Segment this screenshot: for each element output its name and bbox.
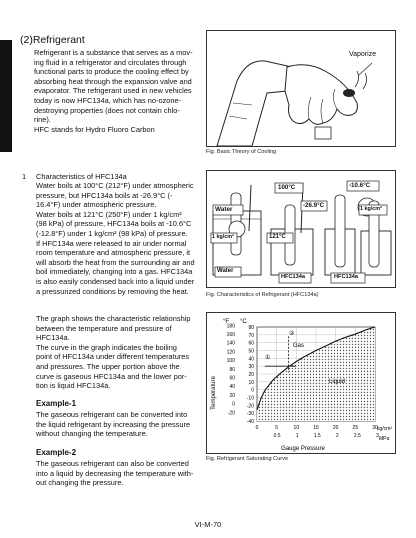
y-tick-fahrenheit: 0 (232, 401, 235, 408)
x-tick-mpa: 0.5 (273, 433, 281, 439)
hfc134a-paragraph (36, 181, 204, 296)
y-tick-celsius: -40 (246, 419, 254, 425)
figure-caption: Fig. Characteristics of Refrigerant (HFC134a) (206, 292, 319, 298)
y-tick-fahrenheit: 160 (226, 331, 235, 338)
paragraph-line: a pressurized conditions by removing the heat. (36, 286, 189, 296)
label-100c: 100°C (278, 184, 296, 191)
paragraph-line: the liquid refrigerant by increasing the pressure (36, 419, 191, 429)
figure-basic-cooling (206, 30, 396, 147)
paragraph-line: The curve in the graph indicates the boiling (36, 342, 177, 352)
x-tick-mpa: 1 (295, 433, 299, 439)
y-tick-celsius: 50 (248, 348, 254, 355)
paragraph-line: The gaseous refrigerant can be converted into (36, 410, 188, 419)
label-minus-10-6c: -10.6°C (349, 182, 371, 189)
x-tick-mpa: 1.5 (313, 433, 321, 439)
figure-saturating-curve (206, 312, 396, 454)
paragraph-line: (98 kPa) of pressure, HFC134a boils at -10.6°C (36, 219, 192, 229)
x-tick-kg: 0 (255, 425, 259, 431)
example-1-text (36, 410, 204, 439)
paragraph-line: room temperature and atmospheric pressure, it (36, 248, 191, 258)
paragraph-line: 16.4°F) under atmospheric pressure. (36, 200, 157, 210)
paragraph-line: tion is liquid HFC134a. (36, 381, 111, 391)
y-tick-fahrenheit: 180 (226, 323, 235, 330)
label-121c: 121°C (269, 234, 286, 240)
label-pressure-1: 1 kg/cm² (212, 234, 234, 240)
y-tick-fahrenheit: -20 (227, 410, 235, 417)
cooling-illustration (207, 31, 395, 146)
y-tick-fahrenheit: 120 (226, 349, 235, 356)
paragraph-line: pressure, but HFC134a boils at -26.9°C (- (36, 190, 173, 200)
intro-line: today is now HFC134a, which has no-ozone- (34, 95, 182, 105)
x-axis-label: Gauge Pressure (281, 446, 325, 452)
page-number: VI-M-70 (194, 520, 222, 529)
intro-line: ing fluid in a refrigerator and circulates through (34, 57, 187, 67)
y-tick-celsius: 0 (251, 387, 254, 394)
y-tick-celsius: -20 (246, 403, 254, 410)
paragraph-line: curve is gaseous HFC134a and the lower por- (36, 371, 187, 381)
x-unit-kg: kg/cm² (377, 426, 392, 432)
figure-caption: Fig. Refrigerant Saturating Curve (206, 456, 289, 462)
section-number: (2) (20, 34, 33, 46)
y-tick-fahrenheit: 80 (229, 366, 235, 373)
paragraph-line: Water boils at 100°C (212°F) under atmospheric (36, 181, 194, 190)
intro-line: functional parts to produce the cooling effect by (34, 67, 189, 77)
paragraph-line: The gaseous refrigerant can also be converted (36, 459, 189, 468)
figure-caption: Fig. Basic Theory of Cooling (206, 149, 277, 155)
example-2-text (36, 459, 204, 488)
intro-paragraph (34, 48, 204, 134)
x-tick-kg: 10 (293, 425, 300, 431)
x-tick-mpa: 3 (375, 433, 379, 439)
intro-line: evaporator. The refrigerant used in new vehicles (34, 86, 192, 96)
x-tick-kg: 25 (352, 425, 359, 431)
x-tick-kg: 30 (372, 425, 378, 431)
example-2-title: Example-2 (36, 448, 77, 457)
gas-region-label: Gas (293, 343, 305, 349)
x-unit-mpa: MPa (379, 436, 390, 442)
paragraph-line: out changing the pressure. (36, 478, 124, 488)
x-tick-kg: 20 (332, 425, 339, 431)
x-tick-kg: 5 (275, 425, 279, 431)
paragraph-line: point of HFC134a under different temperatures (36, 352, 190, 362)
x-tick-mpa: 2.5 (353, 433, 361, 439)
figure-refrigerant-characteristics (206, 170, 396, 288)
intro-line: Refrigerant is a substance that serves as a mov- (34, 48, 193, 57)
y-tick-celsius: 20 (248, 372, 254, 378)
y-tick-fahrenheit: 60 (229, 375, 235, 382)
y-tick-fahrenheit: 20 (229, 392, 235, 399)
subsection-title: Characteristics of HFC134a (36, 172, 127, 181)
y-tick-celsius: 10 (248, 379, 254, 386)
intro-line: rine). (34, 115, 51, 125)
y-tick-fahrenheit: 140 (226, 340, 235, 347)
paragraph-line: The graph shows the characteristic relationship (36, 314, 191, 323)
label-water-1: Water (215, 206, 233, 213)
unit-fahrenheit: °F (223, 319, 230, 325)
saturating-curve-chart (207, 313, 395, 453)
y-tick-celsius: 30 (248, 364, 254, 371)
y-tick-celsius: 70 (248, 332, 254, 339)
marker-2: ② (289, 330, 295, 337)
graph-explanation (36, 314, 204, 391)
intro-line: destroying properties (does not contain chlo- (34, 105, 180, 115)
section-title: Refrigerant (32, 34, 85, 46)
unit-celsius: °C (240, 319, 247, 325)
x-tick-kg: 15 (313, 425, 319, 431)
paragraph-line: is also easily condensed back into a liquid under (36, 276, 195, 286)
y-tick-celsius: 60 (248, 340, 254, 347)
paragraph-line: will absorb the heat from the surrounding air and (36, 257, 195, 267)
subsection-number: 1 (22, 172, 27, 181)
paragraph-line: between the temperature and pressure of (36, 323, 172, 333)
y-tick-fahrenheit: 100 (226, 358, 235, 365)
intro-line: absorbing heat through the expansion valve and (34, 76, 192, 86)
paragraph-line: and pressures. The upper portion above the (36, 361, 180, 371)
paragraph-line: boil immediately, changing into a gas. HFC134a (36, 267, 193, 277)
label-hfc134a-2: HFC134a (334, 274, 358, 280)
label-pressure-2: 1 kg/cm² (360, 206, 382, 212)
label-water-2: Water (217, 268, 234, 274)
y-tick-celsius: 80 (248, 325, 254, 331)
y-tick-celsius: -10 (246, 395, 254, 402)
example-1-title: Example-1 (36, 399, 77, 408)
intro-line: HFC stands for Hydro Fluoro Carbon (34, 124, 155, 134)
paragraph-line: (-12.8°F) under 1 kg/cm² (98 kPa) of pressure. (36, 228, 188, 238)
section-tab-marker (0, 40, 12, 152)
liquid-region-label: Liquid (329, 379, 346, 385)
paragraph-line: If HFC134a were released to air under normal (36, 238, 187, 248)
paragraph-line: into a liquid by decreasing the temperature with- (36, 468, 194, 478)
label-hfc134a-1: HFC134a (281, 274, 305, 280)
paragraph-line: HFC134a. (36, 333, 70, 343)
y-tick-celsius: -30 (246, 411, 254, 418)
x-tick-mpa: 2 (335, 433, 339, 439)
marker-1: ① (265, 354, 271, 361)
paragraph-line: Water boils at 121°C (250°F) under 1 kg/cm² (36, 209, 182, 219)
y-tick-fahrenheit: 40 (229, 384, 235, 391)
label-minus-26-9c: -26.9°C (303, 202, 325, 209)
y-tick-celsius: 40 (248, 356, 254, 363)
y-axis-label: Temperature (211, 376, 217, 410)
paragraph-line: without changing the temperature. (36, 429, 148, 439)
vaporize-label: Vaporize (349, 51, 377, 58)
section-heading (20, 34, 85, 46)
